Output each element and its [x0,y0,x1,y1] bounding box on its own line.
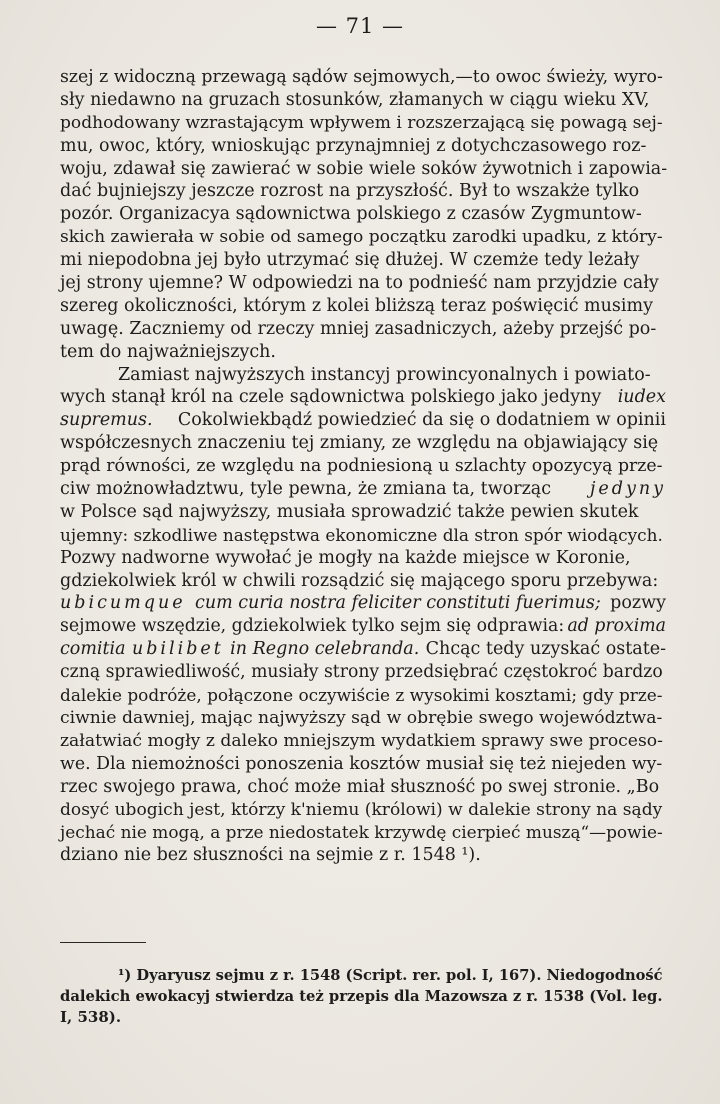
main-text [60,66,666,867]
text-line [60,135,666,158]
footnote-line [60,1007,666,1028]
line-text: w Polsce sąd najwyższy, musiała sprowadzić także pewien skutek [60,501,639,522]
text-line [60,386,666,409]
line-text: ujemny: szkodliwe następstwa ekonomiczne dla stron spór wiodących. [60,524,663,545]
text-line [60,180,666,203]
line-text: ciw możnowładztwu, tyle pewna, że zmiana ta, tworząc [60,479,552,500]
latin-phrase: ad proxima [567,616,666,637]
line-text: szereg okoliczności, którym z kolei bliższą teraz poświęcić musimy [60,295,653,316]
text-line [60,66,666,89]
text-line [60,478,666,501]
line-text: wych stanął król na czele sądownictwa polskiego jako jedyny [60,387,602,408]
footnote [60,965,666,1028]
text-line [60,318,666,341]
line-text: sejmowe wszędzie, gdziekolwiek tylko sejm się odprawia: [60,616,565,637]
text-line [60,432,666,455]
line-text: mi niepodobna jej było utrzymać się dłużej. W czemże tedy leżały [60,250,640,271]
text-line [60,821,666,844]
text-line [60,226,666,249]
text-line [60,272,666,295]
text-line [60,638,666,661]
line-text: dziano nie bez słuszności na sejmie z r. 1548 ¹). [60,845,481,866]
latin-phrase: ubilibet [131,639,224,660]
line-text: pozór. Organizacya sądownictwa polskiego z czasów Zygmuntow- [60,204,642,225]
line-text: woju, zdawał się zawierać w sobie wiele soków żywotnich i zapowia- [60,158,668,179]
latin-phrase: comitia [60,639,126,660]
line-text: podhodowany wzrastającym wpływem i rozszerzającą się powagą sej- [60,112,663,133]
text-line [60,753,666,776]
footnote-divider [60,942,146,943]
text-line [60,295,666,318]
text-line [60,799,666,822]
footnote-text: I, 538). [60,1008,122,1026]
text-line [60,524,666,547]
text-line [60,158,666,181]
text-line [60,89,666,112]
footnote-text: ¹) Dyaryusz sejmu z r. 1548 (Script. rer. pol. I, 167). Niedogodność [118,967,663,984]
line-text: dać bujniejszy jeszcze rozrost na przyszłość. Był to wszakże tylko [60,181,640,202]
line-text: Chcąc tedy uzyskać ostate- [425,639,666,660]
text-line [60,707,666,730]
line-text: współczesnych znaczeniu tej zmiany, ze względu na objawiający się [60,433,659,454]
text-line [60,112,666,135]
line-text: dalekie podróże, połączone oczywiście z wysokimi kosztami; gdy prze- [60,685,663,706]
latin-phrase: cum curia nostra feliciter constituti fuerimus; [195,593,601,614]
latin-phrase: ubicumque [60,593,186,614]
line-text: mu, owoc, który, wnioskując przynajmniej z dotychczasowego roz- [60,135,647,156]
text-line [60,341,666,364]
latin-phrase: in Regno celebranda. [230,639,420,660]
latin-phrase: supremus. [60,410,153,431]
page-number-header: — 71 — [315,14,405,38]
emphasized-word: jedyny [589,479,666,500]
text-line [60,684,666,707]
text-line [60,501,666,524]
line-text: rzec swojego prawa, choć może miał słuszność po swej stronie. „Bo [60,776,660,797]
footnote-line [60,986,666,1007]
line-text: we. Dla niemożności ponoszenia kosztów musiał się też niejeden wy- [60,753,663,774]
line-text: jej strony ujemne? W odpowiedzi na to podnieść nam przyjdzie cały [60,273,659,294]
text-line [60,203,666,226]
text-line [60,730,666,753]
latin-phrase: iudex [617,387,666,408]
text-line [60,364,666,387]
text-line [60,409,666,432]
line-text: jechać nie mogą, a prze niedostatek krzywdę cierpieć muszą“—powie- [60,822,663,843]
line-text: szej z widoczną przewagą sądów sejmowych,—to owoc świeży, wyro- [60,67,663,87]
footnote-line [60,965,666,986]
line-text: tem do najważniejszych. [60,341,276,362]
line-text: czną sprawiedliwość, musiały strony przedsiębrać częstokroć bardzo [60,662,663,683]
text-line [60,570,666,593]
text-line [60,776,666,799]
line-text: ciwnie dawniej, mając najwyższy sąd w obrębie swego województwa- [60,707,663,728]
text-line [60,661,666,684]
text-line [60,547,666,570]
line-text: Pozwy nadworne wywołać je mogły na każde miejsce w Koronie, [60,547,631,568]
line-text: prąd równości, ze względu na podniesioną u szlachty opozycyą prze- [60,456,663,477]
line-text: gdziekolwiek król w chwili rozsądzić się mającego sporu przebywa: [60,570,659,591]
line-text: Zamiast najwyższych instancyj prowincyonalnych i powiato- [118,364,651,385]
text-line [60,615,666,638]
text-line [60,455,666,478]
line-text: sły niedawno na gruzach stosunków, złamanych w ciągu wieku XV, [60,89,650,110]
line-text: uwagę. Zaczniemy od rzeczy mniej zasadniczych, ażeby przejść po- [60,318,657,339]
line-text: Cokolwiekbądź powiedzieć da się o dodatniem w opinii [177,410,666,431]
footnote-text: dalekich ewokacyj stwierdza też przepis dla Mazowsza z r. 1538 (Vol. leg. [60,988,663,1005]
text-line [60,592,666,615]
line-text: pozwy [610,593,666,614]
text-line [60,249,666,272]
text-line [60,844,666,867]
line-text: skich zawierała w sobie od samego początku zarodki upadku, z który- [60,227,663,248]
line-text: dosyć ubogich jest, którzy k'niemu (królowi) w dalekie strony na sądy [60,799,663,820]
line-text: załatwiać mogły z daleko mniejszym wydatkiem sprawy swe proceso- [60,730,663,751]
